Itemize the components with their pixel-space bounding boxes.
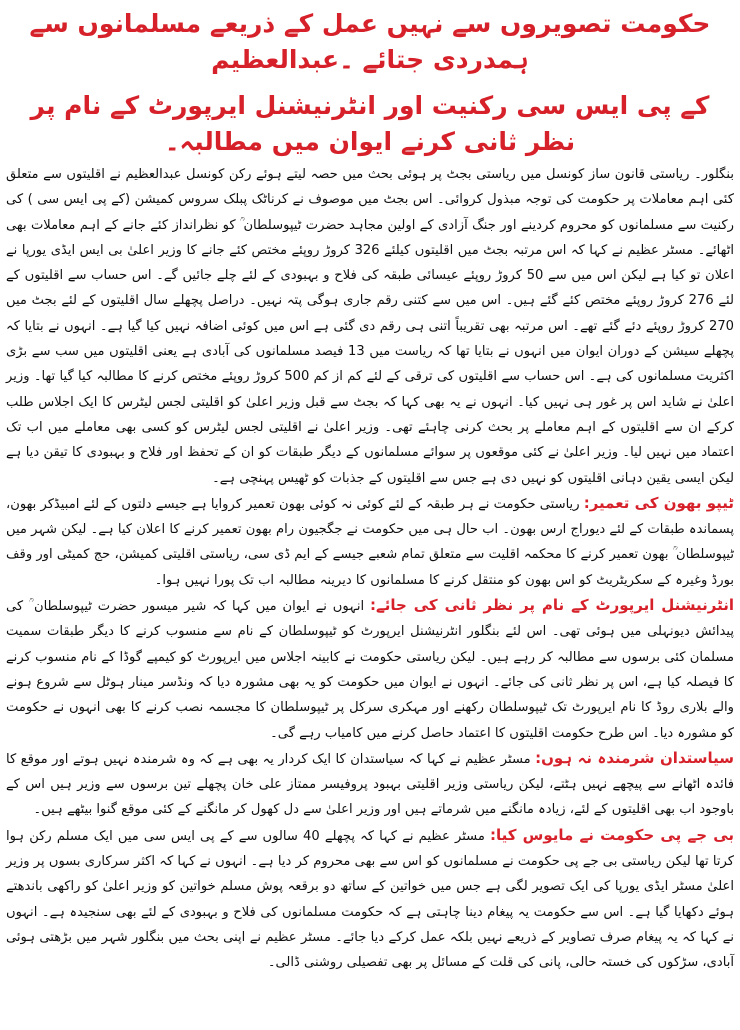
subheading-airport: انٹرنیشنل ایرپورٹ کے نام پر نظر ثانی کی جائے: bbox=[369, 596, 735, 615]
paragraph-politicians bbox=[6, 746, 734, 823]
headline-line-1: حکومت تصویروں سے نہیں عمل کے ذریعے مسلمانوں سے ہمدردی جتائے ۔عبدالعظیم bbox=[29, 9, 711, 74]
article-body bbox=[0, 162, 740, 976]
paragraph-airport bbox=[6, 593, 734, 746]
subheading-politicians: سیاستدان شرمندہ نہ ہوں: bbox=[535, 748, 734, 767]
paragraph-text: مسٹر عظیم نے کہا کہ سیاستدان کا ایک کردار یہ بھی ہے کہ وہ شرمندہ نہیں ہوتے اور موقع کا فائدہ اٹھانے سے پیچھے نہیں ہٹتے، لیکن ریاستی وزیر اقلیتی بہبود پروفیسر ممتاز علی خان پچھلے تین برسوں سے وزیر ہیں اس کے باوجود اب بھی اقلیتوں کے لئے، زیادہ مانگنے میں شرماتے ہیں اور وزیر اعلیٰ سے دل کھول کر مانگنے کے کئی موقع گنوا بیٹھے ہیں۔ bbox=[6, 751, 734, 818]
paragraph-text: مسٹر عظیم نے کہا کہ پچھلے 40 سالوں سے کے پی ایس سی میں ایک مسلم رکن ہوا کرتا تھا لیکن ریاستی بی جے پی حکومت نے مسلمانوں کو اس سے بھی محروم کر دیا ہے۔ انہوں نے کہا کہ اکثر سرکاری بسوں پر وزیر اعلیٰ مسٹر ایڈی یورپا کی ایک تصویر لگی ہے جس میں خواتین کے ساتھ دو برقعہ پوش مسلم خواتین کو وزیر اعلیٰ کو راکھی باندھتے ہوئے دکھایا گیا ہے۔ اس سے حکومت یہ پیغام دینا چاہتی ہے کہ حکومت مسلمانوں کی فلاح و بہبودی کے لئے بھی سنجیدہ ہے۔ انہوں نے کہا کہ یہ پیغام صرف تصاویر کے ذریعے نہیں بلکہ عمل کرکے دیا جائے۔ مسٹر عظیم نے اپنی بحث میں بنگلور شہر میں بڑھتی ہوئی آبادی، سڑکوں کی خستہ حالی، پانی کی قلت کے مسائل پر بھی تفصیلی روشنی ڈالی۔ bbox=[6, 828, 734, 971]
paragraph-text: ریاستی حکومت نے ہر طبقہ کے لئے کوئی نہ کوئی بھون تعمیر کروایا ہے جیسے دلتوں کے لئے امبیڈکر بھون، پسماندہ طبقات کے لئے دیوراج ارس بھون۔ اب حال ہی میں حکومت نے جگجیون رام بھون تعمیر کرنے کا اعلان کیا ہے۔ لیکن شہر میں ٹیپوسلطان ؒ بھون تعمیر کرنے کا محکمہ اقلیت سے متعلق تمام شعبے جیسے کے ایم ڈی سی، ریاستی اقلیتی کمیشن، حج کمیٹی اور وقف بورڈ وغیرہ کے سکریٹریٹ کو اس بھون کو منتقل کرنے کا مسلمانوں کا دیرینہ مطالبہ اب تک پورا نہیں ہوا۔ bbox=[6, 496, 734, 588]
subheading-bjp: بی جے پی حکومت نے مایوس کیا: bbox=[489, 825, 735, 844]
subheading-tipu-bhavan: ٹیپو بھون کی تعمیر: bbox=[583, 493, 734, 512]
paragraph-text: انہوں نے ایوان میں کہا کہ شیر میسور حضرت ٹیپوسلطان ؒ کی پیدائش دیونہلی میں ہوئی تھی۔ اس لئے بنگلور انٹرنیشنل ایرپورٹ کو ٹیپوسلطان کے نام سے منسوب کرنے کا دیگر طبقات سمیت مسلمان کئی برسوں سے مطالبہ کر رہے ہیں۔ لیکن ریاستی حکومت نے کابینہ اجلاس میں ایرپورٹ کو کیمپے گوڈا کے نام منسوب کرنے کا فیصلہ کیا ہے، اس پر نظر ثانی کی جائے۔ انہوں نے ایوان میں حکومت کو یہ بھی مشورہ دیا کہ ونڈسر مینار ہوٹل سے شروع ہونے والے بلاری روڈ کا نام ایرپورٹ تک ٹیپوسلطان رکھنے اور مہکری سرکل پر ٹیپوسلطان کا مجسمہ نصب کرنے کا بھی انہوں نے حکومت کو مشورہ دیا۔ اس طرح حکومت اقلیتوں کا اعتماد حاصل کرنے میں کامیاب رہے گی۔ bbox=[6, 599, 734, 741]
paragraph-tipu-bhavan bbox=[6, 491, 734, 593]
headline-line-2: کے پی ایس سی رکنیت اور انٹرنیشنل ایرپورٹ کے نام پر نظر ثانی کرنے ایوان میں مطالبہ۔ bbox=[30, 91, 710, 156]
paragraph-bjp bbox=[6, 823, 734, 976]
paragraph-budget: بنگلور۔ ریاستی قانون ساز کونسل میں ریاستی بجٹ پر ہوئی بحث میں حصہ لیتے ہوئے رکن کونسل عبدالعظیم نے اقلیتوں سے متعلق کئی اہم معاملات پر حکومت کی توجہ مبذول کروائی۔ اس بجٹ میں موصوف نے کرناٹک پبلک سروس کمیشن (کے پی ایس سی ) کی رکنیت سے مسلمانوں کو محروم کردینے اور جنگ آزادی کے اولین مجاہد حضرت ٹیپوسلطان ؒ کو نظرانداز کئے جانے کے اہم معاملات بھی اٹھائے۔ مسٹر عظیم نے کہا کہ اس مرتبہ بجٹ میں اقلیتوں کیلئے 326 کروڑ روپئے مختص کئے جانے کا وزیر اعلیٰ بی ایس ایڈی یورپا نے اعلان تو کیا ہے لیکن اس میں سے 50 کروڑ روپئے عیسائی طبقہ کی فلاح و بہبودی کے لئے چلے جائیں گے۔ اس حساب سے اقلیتوں کے لئے 276 کروڑ روپئے مختص کئے گئے ہیں۔ اس میں سے کتنی رقم جاری ہوگی پتہ نہیں۔ دراصل پچھلے سال اقلیتوں کے لئے بجٹ میں 270 کروڑ روپئے دئے گئے تھے۔ اس مرتبہ بھی تقریباً اتنی ہی رقم دی گئی ہے اس میں کوئی اضافہ نہیں کیا گیا ہے۔ انہوں نے بتایا کہ پچھلے سیشن کے دوران ایوان میں انہوں نے بتایا تھا کہ ریاست میں 13 فیصد مسلمانوں کی آبادی ہے یعنی اقلیتوں میں سب سے بڑی اکثریت مسلمانوں کی ہے۔ اس حساب سے اقلیتوں کی ترقی کے لئے کم از کم 500 کروڑ روپئے مختص کرنے کا مطالبہ کیا گیا تھا۔ وزیر اعلیٰ نے شاید اس پر غور ہی نہیں کیا۔ انہوں نے یہ بھی کہا کہ بجٹ سے قبل وزیر اعلیٰ کو اقلیتی لجس لیٹرس کا ایک اجلاس طلب کرکے ان سے اقلیتوں کے اہم معاملے پر بحث کرنی چاہئے تھی۔ وزیر اعلیٰ نے اقلیتی لجس لیٹرس کو کسی بھی معاملے میں اب تک اعتماد میں نہیں لیا۔ وزیر اعلیٰ نے کئی موقعوں پر سوائے مسلمانوں کے دیگر طبقات کو ان کے تحفظ اور فلاح و بہبودی کا تیقن دیا ہے لیکن ایسی یقین دہانی اقلیتوں کو نہیں دی ہے جس سے اقلیتوں کے جذبات کو ٹھیس پہنچی ہے۔ bbox=[6, 167, 735, 486]
